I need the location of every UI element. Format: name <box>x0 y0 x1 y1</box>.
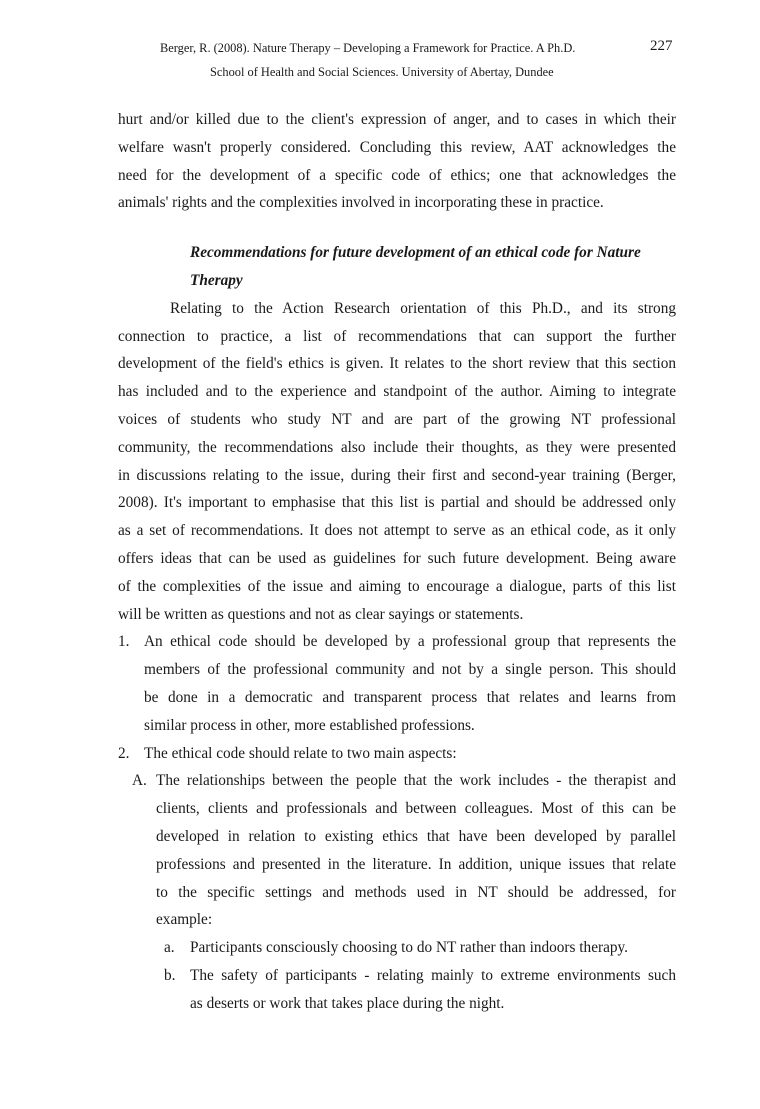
text-line: clients, clients and professionals and between colleagues. Most of this can be <box>156 800 676 818</box>
text-line: hurt and/or killed due to the client's expression of anger, and to cases in which their <box>118 111 676 128</box>
text-line: to the specific settings and methods used in NT should be addressed, for <box>156 883 676 901</box>
text-line: animals' rights and the complexities involved in incorporating these in practice. <box>118 194 604 212</box>
paragraph-recommendations-intro <box>118 295 676 629</box>
text-line: professions and presented in the literature. In addition, unique issues that relate <box>156 855 676 873</box>
text-line: Participants consciously choosing to do NT rather than indoors therapy. <box>190 939 628 957</box>
list-item-A <box>118 767 676 934</box>
text-line: need for the development of a specific code of ethics; one that acknowledges the <box>118 166 676 184</box>
section-heading <box>190 239 676 295</box>
text-line: example: <box>156 911 213 929</box>
text-line: as a set of recommendations. It does not attempt to serve as an ethical code, as it only <box>118 522 676 540</box>
text-line: will be written as questions and not as clear sayings or statements. <box>118 605 524 623</box>
text-line: has included and to the experience and standpoint of the author. Aiming to integrate <box>118 383 676 401</box>
text-line: be done in a democratic and transparent process that relates and learns from <box>144 688 676 706</box>
list-number: 2. <box>118 744 130 762</box>
text-line: voices of students who study NT and are part of the growing NT professional <box>118 410 676 428</box>
paragraph-aat-conclusion <box>118 106 676 217</box>
text-line: developed in relation to existing ethics that have been developed by parallel <box>156 827 676 845</box>
list-letter: A. <box>132 772 147 790</box>
header-citation-line: Berger, R. (2008). Nature Therapy – Developing a Framework for Practice. A Ph.D. <box>160 41 576 55</box>
text-line: Relating to the Action Research orientation of this Ph.D., and its strong <box>170 299 676 317</box>
text-line: of the complexities of the issue and aiming to encourage a dialogue, parts of this list <box>118 577 676 595</box>
text-line: community, the recommendations also include their thoughts, as they were presented <box>118 438 676 456</box>
text-line: in discussions relating to the issue, during their first and second-year training (Berger, <box>118 466 676 484</box>
text-line: offers ideas that can be used as guidelines for such future development. Being aware <box>118 549 676 567</box>
list-item-1 <box>118 628 676 739</box>
text-line: connection to practice, a list of recommendations that can support the further <box>118 327 676 345</box>
list-number: 1. <box>118 633 130 651</box>
list-letter: a. <box>164 939 175 957</box>
text-line: An ethical code should be developed by a professional group that represents the <box>144 633 676 651</box>
heading-line: Recommendations for future development of an ethical code for Nature <box>190 244 641 262</box>
text-line: 2008). It's important to emphasise that this list is partial and should be addressed only <box>118 494 676 512</box>
page-number: 227 <box>650 38 673 54</box>
text-line: welfare wasn't properly considered. Concluding this review, AAT acknowledges the <box>118 138 676 156</box>
list-item-a <box>118 934 676 962</box>
list-item-b <box>118 962 676 1018</box>
text-line: as deserts or work that takes place during the night. <box>190 994 505 1012</box>
text-line: The relationships between the people that the work includes - the therapist and <box>156 772 676 790</box>
list-letter: b. <box>164 966 176 984</box>
text-line: The safety of participants - relating mainly to extreme environments such <box>190 966 676 984</box>
heading-line: Therapy <box>190 271 243 289</box>
text-line: The ethical code should relate to two main aspects: <box>144 744 457 762</box>
page-body <box>118 106 676 1018</box>
header-institution-line: School of Health and Social Sciences. University of Abertay, Dundee <box>210 65 554 79</box>
text-line: similar process in other, more established professions. <box>144 716 475 734</box>
text-line: development of the field's ethics is given. It relates to the short review that this section <box>118 355 676 373</box>
list-item-2 <box>118 740 676 768</box>
text-line: members of the professional community and not by a single person. This should <box>144 661 676 679</box>
